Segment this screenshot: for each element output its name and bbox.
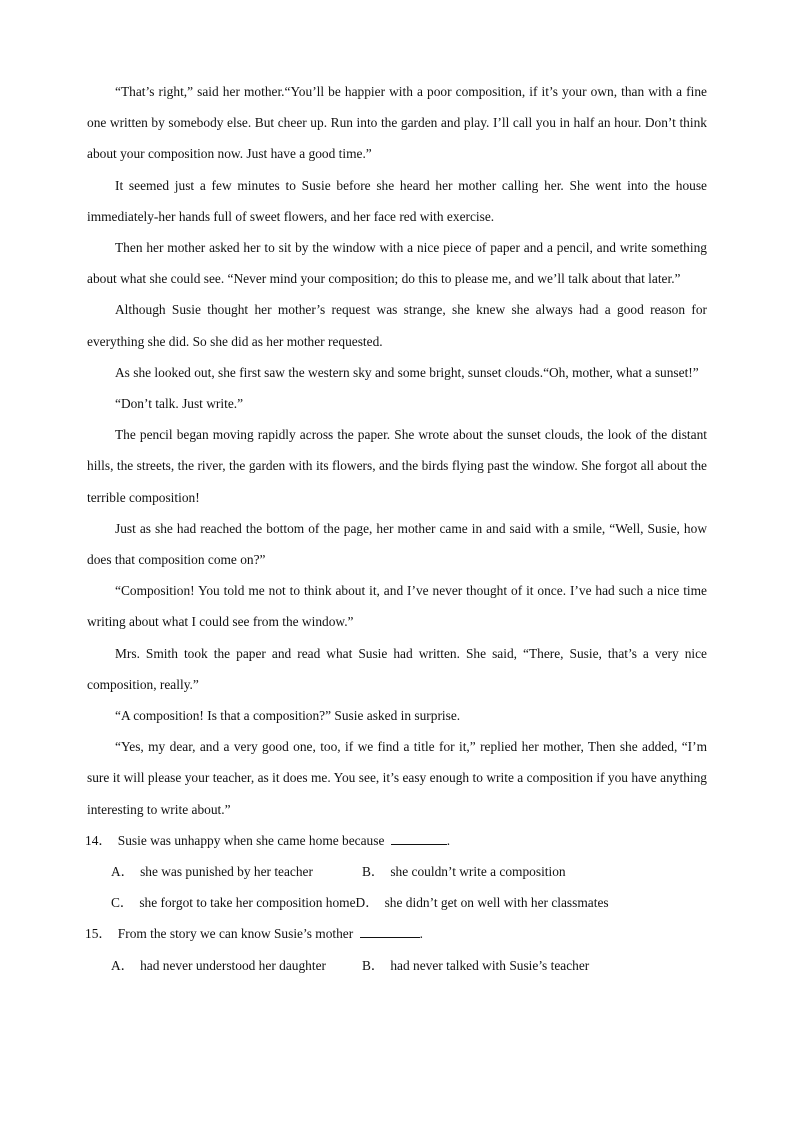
option-text: had never understood her daughter <box>140 957 326 973</box>
option-letter: A． <box>111 957 135 973</box>
paragraph: Then her mother asked her to sit by the window with a nice piece of paper and a pencil, and write something about what she could see. “Never mind your composition; do this to please me, and we’ll talk about that later.” <box>87 240 707 287</box>
paragraph: It seemed just a few minutes to Susie before she heard her mother calling her. She went into the house immediately-her hands full of sweet flowers, and her face red with exercise. <box>87 177 707 224</box>
option-c[interactable] <box>111 887 356 918</box>
option-a[interactable] <box>111 950 362 981</box>
option-letter: A． <box>111 864 135 880</box>
paragraph: “Don’t talk. Just write.” <box>115 396 244 412</box>
answer-blank[interactable] <box>391 830 447 845</box>
option-text: she couldn’t write a composition <box>390 864 566 880</box>
paragraph: “A composition! Is that a composition?” Susie asked in surprise. <box>115 708 461 724</box>
option-letter: C． <box>111 895 134 911</box>
options-row <box>87 887 707 918</box>
paragraph: “Yes, my dear, and a very good one, too, if we find a title for it,” replied her mother, Then she added, “I’m sure it will please your teacher, as it does me. You see, it’s easy enough to write a composition if you have anything interesting to write about.” <box>87 739 707 817</box>
question-stem: Susie was unhappy when she came home because <box>117 832 385 848</box>
option-text: she didn’t get on well with her classmates <box>384 895 609 911</box>
paragraph: “Composition! You told me not to think about it, and I’ve never thought of it once. I’ve had such a nice time writing about what I could see from the window.” <box>87 583 707 630</box>
question-end: . <box>419 926 423 942</box>
paragraph: “That’s right,” said her mother.“You’ll be happier with a poor composition, if it’s your own, than with a fine one written by somebody else. But cheer up. Run into the garden and play. I’ll call you in half an hour. Don’t think about your composition now. Just have a good time.” <box>87 84 707 162</box>
answer-blank[interactable] <box>360 923 420 938</box>
option-letter: B． <box>362 864 385 880</box>
paragraph: Just as she had reached the bottom of the page, her mother came in and said with a smile, “Well, Susie, how does that composition come on?” <box>87 520 707 568</box>
question-end: . <box>446 832 451 848</box>
paragraph: The pencil began moving rapidly across the paper. She wrote about the sunset clouds, the look of the distant hills, the streets, the river, the garden with its flowers, and the birds flying past the window. She forgot all about the terrible composition! <box>87 427 707 505</box>
paragraph: Mrs. Smith took the paper and read what Susie had written. She said, “There, Susie, that’s a very nice composition, really.” <box>87 645 707 692</box>
question-stem: From the story we can know Susie’s mother <box>117 926 354 942</box>
question-number: 15． <box>85 926 112 942</box>
option-letter: D． <box>355 895 379 911</box>
option-d[interactable] <box>356 887 609 918</box>
option-text: she was punished by her teacher <box>140 864 313 880</box>
options-row <box>87 950 707 981</box>
option-b[interactable] <box>362 950 589 981</box>
option-letter: B． <box>362 957 385 973</box>
option-a[interactable] <box>111 856 362 887</box>
option-text: had never talked with Susie’s teacher <box>390 957 590 973</box>
paragraph: Although Susie thought her mother’s request was strange, she knew she always had a good reason for everything she did. So she did as her mother requested. <box>87 302 707 349</box>
question-number: 14． <box>85 832 112 848</box>
paragraph: As she looked out, she first saw the western sky and some bright, sunset clouds.“Oh, mother, what a sunset!” <box>115 364 699 380</box>
question-14 <box>85 825 707 856</box>
option-b[interactable] <box>362 856 566 887</box>
options-row <box>87 856 707 887</box>
question-15 <box>85 918 707 949</box>
document-page <box>87 76 707 981</box>
option-text: she forgot to take her composition home <box>139 895 356 911</box>
